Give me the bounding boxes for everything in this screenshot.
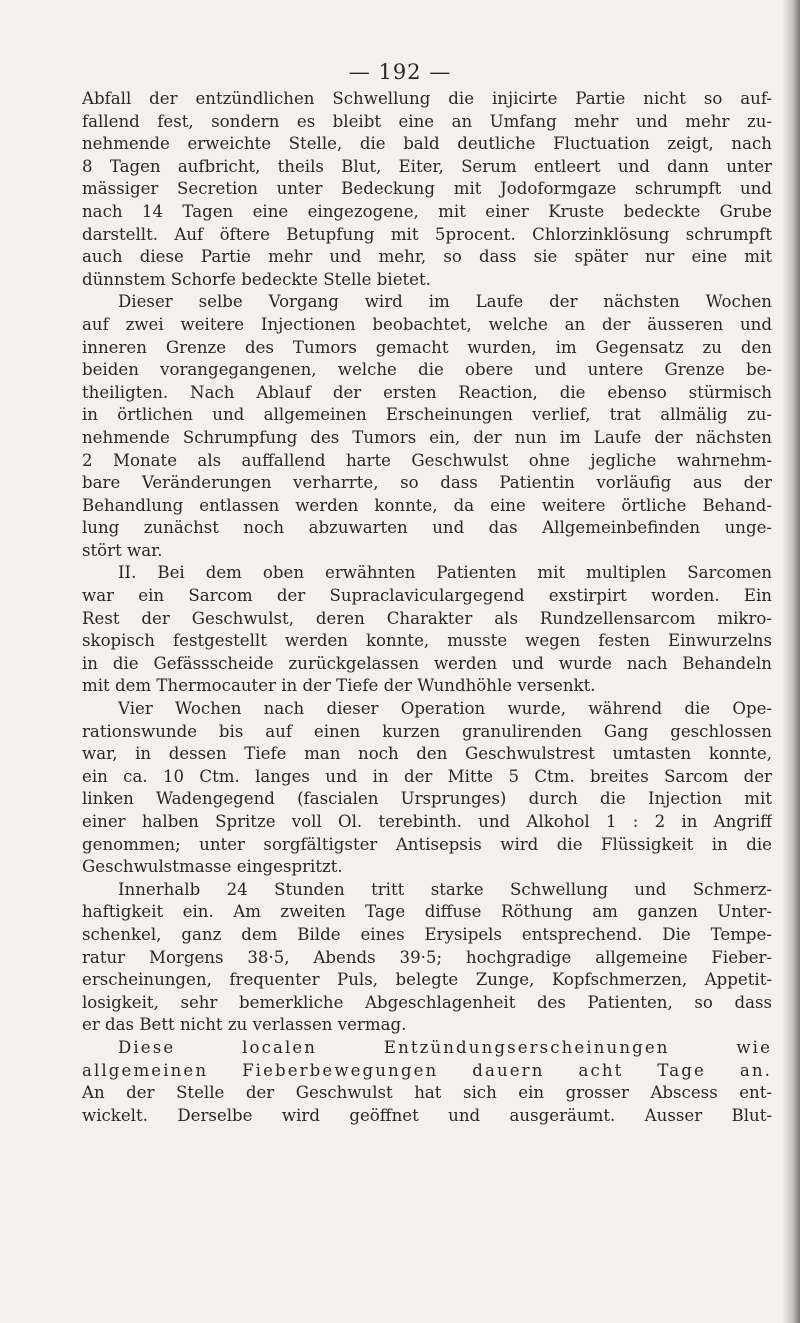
- text-line: skopisch festgestellt werden konnte, musste wegen festen Einwurzelns: [82, 631, 772, 651]
- text-line: beiden vorangegangenen, welche die obere und untere Grenze be-: [82, 360, 772, 380]
- text-line: darstellt. Auf öftere Betupfung mit 5procent. Chlorzinklösung schrumpft: [82, 224, 772, 244]
- text-line: genommen; unter sorgfältigster Antisepsis wird die Flüssigkeit in die: [82, 834, 772, 854]
- text-line: wickelt. Derselbe wird geöffnet und ausgeräumt. Ausser Blut-: [82, 1105, 772, 1125]
- text-line: bare Veränderungen verharrte, so dass Patientin vorläufig aus der: [82, 473, 772, 493]
- text-line-paragraph-start: Dieser selbe Vorgang wird im Laufe der nächsten Wochen: [118, 292, 772, 312]
- text-line: 8 Tagen aufbricht, theils Blut, Eiter, Serum entleert und dann unter: [82, 156, 772, 176]
- text-line: einer halben Spritze voll Ol. terebinth. und Alkohol 1 : 2 in Angriff: [82, 812, 772, 831]
- text-line: rationswunde bis auf einen kurzen granulirenden Gang geschlossen: [82, 721, 772, 741]
- text-line: erscheinungen, frequenter Puls, belegte Zunge, Kopfschmerzen, Appetit-: [82, 970, 772, 990]
- text-line-spaced-emphasis: allgemeinen Fieberbewegungen dauern acht Tage an.: [82, 1060, 772, 1080]
- text-line: nehmende erweichte Stelle, die bald deutliche Fluctuation zeigt, nach: [82, 134, 772, 154]
- text-line: losigkeit, sehr bemerkliche Abgeschlagenheit des Patienten, so dass: [82, 992, 772, 1012]
- text-line: An der Stelle der Geschwulst hat sich ein grosser Abscess ent-: [82, 1083, 772, 1103]
- text-line: ratur Morgens 38·5, Abends 39·5; hochgradige allgemeine Fieber-: [82, 947, 772, 967]
- text-line: fallend fest, sondern es bleibt eine an Umfang mehr und mehr zu-: [82, 111, 772, 131]
- text-line-paragraph-end: dünnstem Schorfe bedeckte Stelle bietet.: [82, 269, 431, 289]
- text-line-paragraph-end: mit dem Thermocauter in der Tiefe der Wundhöhle versenkt.: [82, 676, 596, 696]
- text-line: auch diese Partie mehr und mehr, so dass sie später nur eine mit: [82, 247, 772, 267]
- text-line: war, in dessen Tiefe man noch den Geschwulstrest umtasten konnte,: [82, 744, 772, 764]
- text-line: 2 Monate als auffallend harte Geschwulst ohne jegliche wahrnehm-: [82, 450, 772, 470]
- text-line: mässiger Secretion unter Bedeckung mit Jodoformgaze schrumpft und: [82, 179, 772, 199]
- text-line: nehmende Schrumpfung des Tumors ein, der nun im Laufe der nächsten: [82, 427, 772, 447]
- text-line-section-ii-start: II. Bei dem oben erwähnten Patienten mit multiplen Sarcomen: [118, 563, 772, 583]
- page-number: — 192 —: [348, 60, 452, 84]
- text-line: inneren Grenze des Tumors gemacht wurden, im Gegensatz zu den: [82, 337, 772, 357]
- text-line: in örtlichen und allgemeinen Erscheinungen verlief, trat allmälig zu-: [82, 405, 772, 425]
- text-line-paragraph-start: Innerhalb 24 Stunden tritt starke Schwellung und Schmerz-: [118, 879, 772, 899]
- text-line-paragraph-end: stört war.: [82, 540, 163, 560]
- text-line: haftigkeit ein. Am zweiten Tage diffuse Röthung am ganzen Unter-: [82, 902, 772, 922]
- text-line: Behandlung entlassen werden konnte, da eine weitere örtliche Behand-: [82, 495, 772, 515]
- text-line-spaced-emphasis: Diese localen Entzündungserscheinungen wie: [118, 1037, 772, 1057]
- text-line: lung zunächst noch abzuwarten und das Allgemeinbefinden unge-: [82, 518, 772, 538]
- text-line: schenkel, ganz dem Bilde eines Erysipels entsprechend. Die Tempe-: [82, 924, 772, 944]
- body-text: [82, 88, 772, 1127]
- text-line: theiligten. Nach Ablauf der ersten Reaction, die ebenso stürmisch: [82, 382, 772, 402]
- text-line: Rest der Geschwulst, deren Charakter als Rundzellensarcom mikro-: [82, 608, 772, 628]
- text-line-paragraph-end: er das Bett nicht zu verlassen vermag.: [82, 1015, 407, 1035]
- text-line-paragraph-end: Geschwulstmasse eingespritzt.: [82, 857, 343, 877]
- page-edge-shadow: [782, 0, 800, 1323]
- text-line: nach 14 Tagen eine eingezogene, mit einer Kruste bedeckte Grube: [82, 201, 772, 221]
- text-line: ein ca. 10 Ctm. langes und in der Mitte 5 Ctm. breites Sarcom der: [82, 766, 772, 786]
- text-line-paragraph-start: Vier Wochen nach dieser Operation wurde, während die Ope-: [118, 699, 772, 719]
- text-line: in die Gefässscheide zurückgelassen werden und wurde nach Behandeln: [82, 653, 772, 673]
- text-line: linken Wadengegend (fascialen Ursprunges) durch die Injection mit: [82, 789, 772, 809]
- text-line: auf zwei weitere Injectionen beobachtet, welche an der äusseren und: [82, 314, 772, 334]
- text-line: Abfall der entzündlichen Schwellung die injicirte Partie nicht so auf-: [82, 89, 772, 108]
- text-line: war ein Sarcom der Supraclaviculargegend exstirpirt worden. Ein: [82, 586, 772, 606]
